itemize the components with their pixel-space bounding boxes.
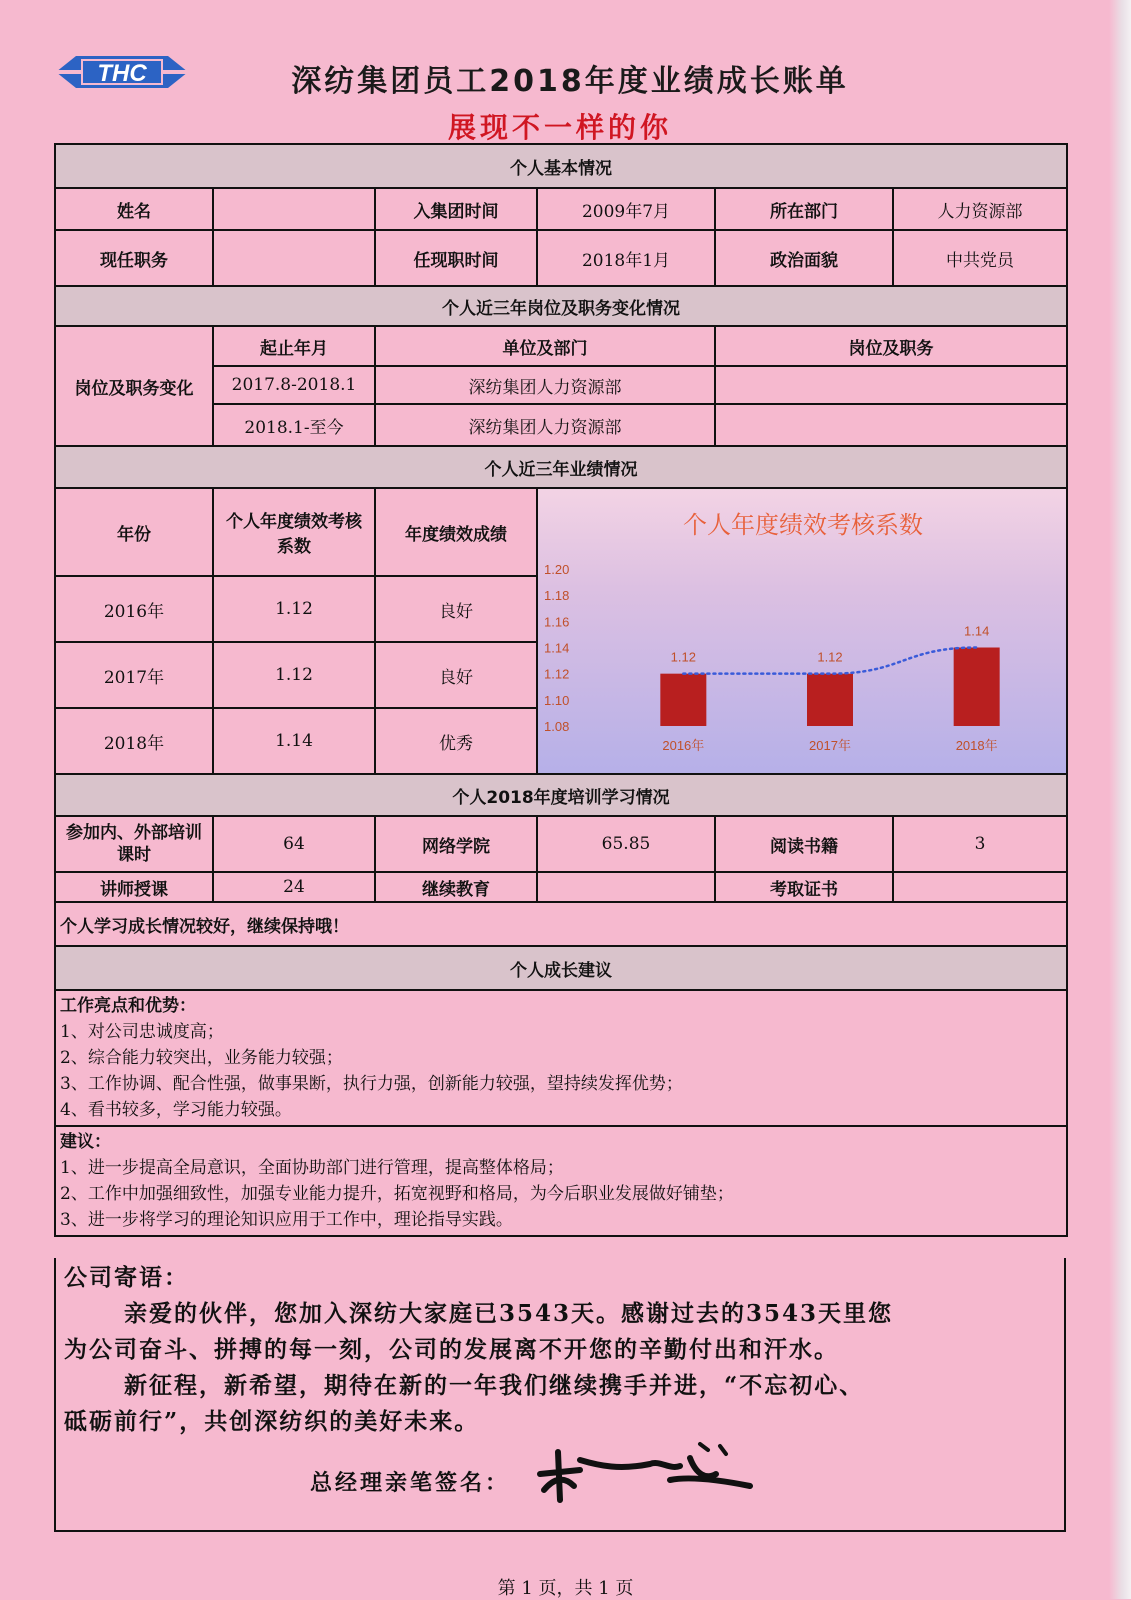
- name-label: 姓名: [55, 188, 213, 230]
- continuing-edu-label: 继续教育: [375, 872, 537, 902]
- change-period: 2017.8-2018.1: [213, 366, 375, 404]
- change-post: [715, 404, 1067, 446]
- y-tick-label: 1.20: [544, 562, 570, 577]
- logo-text: THC: [97, 60, 147, 87]
- join-date-label: 入集团时间: [375, 188, 537, 230]
- continuing-edu-value: [537, 872, 715, 902]
- training-hours-value: 64: [213, 816, 375, 872]
- position-value: [213, 230, 375, 286]
- page-footer: 第 1 页，共 1 页: [497, 1578, 634, 1599]
- tenure-label: 任现职时间: [375, 230, 537, 286]
- year-header: 年份: [55, 488, 213, 576]
- tenure-value: 2018年1月: [537, 230, 715, 286]
- x-tick-label: 2018年: [955, 738, 998, 753]
- perf-year: 2016年: [55, 576, 213, 642]
- change-unit: 深纺集团人力资源部: [375, 404, 715, 446]
- department-label: 所在部门: [715, 188, 893, 230]
- x-tick-label: 2016年: [662, 738, 705, 753]
- grade-header: 年度绩效成绩: [375, 488, 537, 576]
- message-title: 公司寄语：: [64, 1264, 189, 1291]
- perf-grade: 良好: [375, 576, 537, 642]
- training-section-title: 个人2018年度培训学习情况: [55, 774, 1067, 816]
- perf-grade: 优秀: [375, 708, 537, 774]
- handwritten-signature: [520, 1430, 760, 1520]
- message-line: 砥砺前行”，共创深纺织的美好未来。: [64, 1408, 480, 1435]
- perf-year: 2018年: [55, 708, 213, 774]
- online-academy-label: 网络学院: [375, 816, 537, 872]
- strength-item: 3、工作协调、配合性强，做事果断，执行力强，创新能力较强，望持续发挥优势；: [60, 1074, 683, 1094]
- political-label: 政治面貌: [715, 230, 893, 286]
- training-comment: 个人学习成长情况较好，继续保持哦！: [55, 902, 1067, 946]
- political-value: 中共党员: [893, 230, 1067, 286]
- unit-header: 单位及部门: [375, 326, 715, 366]
- y-tick-label: 1.14: [544, 640, 570, 656]
- chart-cell: [537, 488, 1067, 774]
- y-tick-label: 1.10: [544, 692, 570, 708]
- report-table: [54, 143, 1068, 1237]
- period-header: 起止年月: [213, 326, 375, 366]
- x-tick-label: 2017年: [809, 738, 851, 753]
- lecture-value: 24: [213, 872, 375, 902]
- y-tick-label: 1.18: [544, 588, 570, 604]
- change-post: [715, 366, 1067, 404]
- basic-section-title: 个人基本情况: [55, 144, 1067, 188]
- certificate-value: [893, 872, 1067, 902]
- suggestions-title: 建议：: [60, 1132, 111, 1152]
- suggestion-item: 2、工作中加强细致性，加强专业能力提升，拓宽视野和格局，为今后职业发展做好铺垫；: [60, 1184, 734, 1204]
- suggestion-item: 3、进一步将学习的理论知识应用于工作中，理论指导实践。: [60, 1210, 513, 1230]
- message-line: 为公司奋斗、拼搏的每一刻，公司的发展离不开您的辛勤付出和汗水。: [64, 1336, 839, 1363]
- perf-year: 2017年: [55, 642, 213, 708]
- growth-section-title: 个人成长建议: [55, 946, 1067, 990]
- books-label: 阅读书籍: [715, 816, 893, 872]
- lecture-label: 讲师授课: [55, 872, 213, 902]
- strengths-block: [55, 990, 1067, 1126]
- thc-logo: [56, 50, 188, 94]
- y-tick-label: 1.12: [544, 666, 570, 682]
- name-value: [213, 188, 375, 230]
- page-subtitle: 展现不一样的你: [447, 111, 672, 144]
- message-line: 亲爱的伙伴，您加入深纺大家庭已3543天。感谢过去的3543天里您: [124, 1300, 894, 1327]
- department-value: 人力资源部: [893, 188, 1067, 230]
- join-date-value: 2009年7月: [537, 188, 715, 230]
- perf-coefficient: 1.14: [213, 708, 375, 774]
- chart-bar: [954, 648, 1000, 727]
- chart-bar: [660, 674, 706, 726]
- strength-item: 4、看书较多，学习能力较强。: [60, 1100, 292, 1120]
- certificate-label: 考取证书: [715, 872, 893, 902]
- chart-bar: [807, 674, 853, 726]
- signature-label: 总经理亲笔签名：: [310, 1470, 511, 1496]
- data-label: 1.14: [964, 623, 990, 639]
- online-academy-value: 65.85: [537, 816, 715, 872]
- y-tick-label: 1.08: [544, 719, 570, 734]
- suggestions-block: [55, 1126, 1067, 1236]
- data-label: 1.12: [670, 649, 696, 665]
- paper-edge: [1109, 0, 1131, 1599]
- chart-title: 个人年度绩效考核系数: [683, 512, 923, 539]
- training-hours-label: 参加内、外部培训课时: [55, 816, 213, 872]
- position-label: 现任职务: [55, 230, 213, 286]
- strengths-title: 工作亮点和优势：: [60, 996, 196, 1016]
- change-period: 2018.1-至今: [213, 404, 375, 446]
- changes-section-title: 个人近三年岗位及职务变化情况: [55, 286, 1067, 326]
- perf-grade: 良好: [375, 642, 537, 708]
- page-title: 深纺集团员工2018年度业绩成长账单: [291, 64, 849, 99]
- perf-coefficient: 1.12: [213, 642, 375, 708]
- performance-section-title: 个人近三年业绩情况: [55, 446, 1067, 488]
- changes-row-label: 岗位及职务变化: [55, 326, 213, 446]
- strength-item: 1、对公司忠诚度高；: [60, 1022, 224, 1042]
- perf-coefficient: 1.12: [213, 576, 375, 642]
- data-label: 1.12: [817, 649, 843, 665]
- message-line: 新征程，新希望，期待在新的一年我们继续携手并进，“不忘初心、: [124, 1372, 865, 1399]
- y-tick-label: 1.16: [544, 614, 570, 630]
- chart-background: [538, 489, 1066, 773]
- change-unit: 深纺集团人力资源部: [375, 366, 715, 404]
- strength-item: 2、综合能力较突出，业务能力较强；: [60, 1048, 343, 1068]
- coefficient-header: 个人年度绩效考核系数: [213, 488, 375, 576]
- suggestion-item: 1、进一步提高全局意识，全面协助部门进行管理，提高整体格局；: [60, 1158, 564, 1178]
- post-header: 岗位及职务: [715, 326, 1067, 366]
- books-value: 3: [893, 816, 1067, 872]
- performance-chart: [538, 489, 1067, 774]
